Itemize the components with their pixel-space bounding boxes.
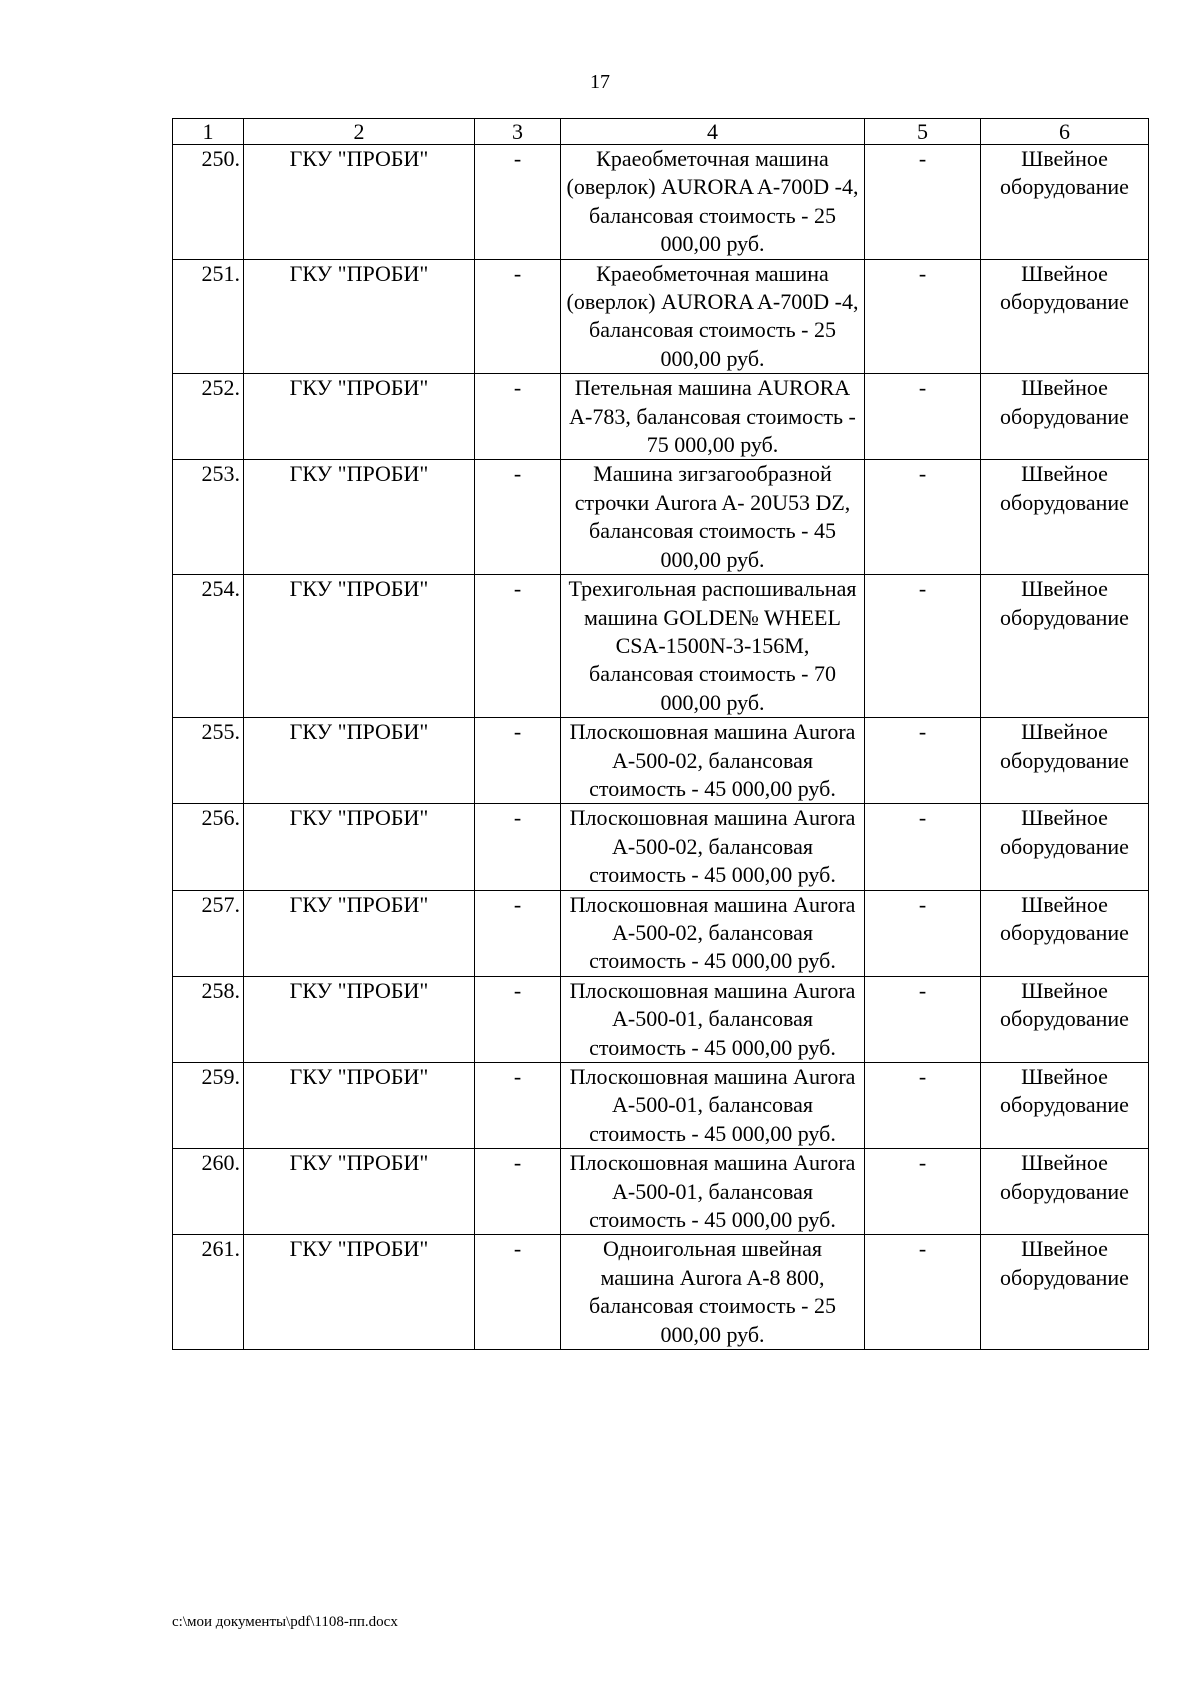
row-number: 250. xyxy=(173,145,244,260)
equipment-type-cell: Швейное оборудование xyxy=(981,259,1149,374)
row-number: 254. xyxy=(173,575,244,718)
table-row xyxy=(173,460,1149,575)
equipment-type-cell: Швейное оборудование xyxy=(981,890,1149,976)
table-row xyxy=(173,259,1149,374)
column-header: 2 xyxy=(244,119,475,145)
equipment-type-cell: Швейное оборудование xyxy=(981,976,1149,1062)
row-number: 253. xyxy=(173,460,244,575)
table-row xyxy=(173,1235,1149,1350)
organization-cell: ГКУ "ПРОБИ" xyxy=(244,890,475,976)
row-number: 259. xyxy=(173,1063,244,1149)
column-5-cell: - xyxy=(865,890,981,976)
table-row xyxy=(173,1149,1149,1235)
row-number: 251. xyxy=(173,259,244,374)
equipment-type-cell: Швейное оборудование xyxy=(981,718,1149,804)
row-number: 256. xyxy=(173,804,244,890)
row-number: 255. xyxy=(173,718,244,804)
column-3-cell: - xyxy=(475,374,561,460)
column-header: 4 xyxy=(561,119,865,145)
column-5-cell: - xyxy=(865,460,981,575)
description-cell: Краеобметочная машина (оверлок) AURORA A-700D -4, балансовая стоимость - 25 000,00 руб. xyxy=(561,145,865,260)
table-row xyxy=(173,804,1149,890)
equipment-type-cell: Швейное оборудование xyxy=(981,145,1149,260)
equipment-type-cell: Швейное оборудование xyxy=(981,1149,1149,1235)
description-cell: Одноигольная швейная машина Aurora A-8 800, балансовая стоимость - 25 000,00 руб. xyxy=(561,1235,865,1350)
organization-cell: ГКУ "ПРОБИ" xyxy=(244,804,475,890)
equipment-type-cell: Швейное оборудование xyxy=(981,374,1149,460)
table-row xyxy=(173,976,1149,1062)
column-5-cell: - xyxy=(865,1063,981,1149)
table-row xyxy=(173,145,1149,260)
row-number: 260. xyxy=(173,1149,244,1235)
table-row xyxy=(173,374,1149,460)
column-3-cell: - xyxy=(475,976,561,1062)
description-cell: Машина зигзагообразной строчки Aurora A- 20U53 DZ, балансовая стоимость - 45 000,00 руб. xyxy=(561,460,865,575)
column-5-cell: - xyxy=(865,145,981,260)
table-header-row xyxy=(173,119,1149,145)
column-5-cell: - xyxy=(865,804,981,890)
column-5-cell: - xyxy=(865,575,981,718)
column-3-cell: - xyxy=(475,1063,561,1149)
organization-cell: ГКУ "ПРОБИ" xyxy=(244,1063,475,1149)
column-header: 5 xyxy=(865,119,981,145)
column-3-cell: - xyxy=(475,718,561,804)
column-5-cell: - xyxy=(865,976,981,1062)
description-cell: Плоскошовная машина Aurora A-500-02, балансовая стоимость - 45 000,00 руб. xyxy=(561,804,865,890)
column-3-cell: - xyxy=(475,145,561,260)
row-number: 261. xyxy=(173,1235,244,1350)
table-row xyxy=(173,718,1149,804)
column-5-cell: - xyxy=(865,259,981,374)
equipment-type-cell: Швейное оборудование xyxy=(981,460,1149,575)
organization-cell: ГКУ "ПРОБИ" xyxy=(244,575,475,718)
description-cell: Плоскошовная машина Aurora A-500-01, балансовая стоимость - 45 000,00 руб. xyxy=(561,1063,865,1149)
organization-cell: ГКУ "ПРОБИ" xyxy=(244,718,475,804)
column-5-cell: - xyxy=(865,718,981,804)
row-number: 258. xyxy=(173,976,244,1062)
organization-cell: ГКУ "ПРОБИ" xyxy=(244,1149,475,1235)
organization-cell: ГКУ "ПРОБИ" xyxy=(244,374,475,460)
equipment-type-cell: Швейное оборудование xyxy=(981,1235,1149,1350)
property-table xyxy=(172,118,1149,1350)
column-3-cell: - xyxy=(475,804,561,890)
organization-cell: ГКУ "ПРОБИ" xyxy=(244,460,475,575)
organization-cell: ГКУ "ПРОБИ" xyxy=(244,976,475,1062)
column-5-cell: - xyxy=(865,1149,981,1235)
column-3-cell: - xyxy=(475,1149,561,1235)
column-3-cell: - xyxy=(475,259,561,374)
page-number: 17 xyxy=(590,71,610,93)
table-row xyxy=(173,1063,1149,1149)
description-cell: Трехигольная распошивальная машина GOLDE№ WHEEL CSA-1500N-3-156M, балансовая стоимость - 70 000,00 руб. xyxy=(561,575,865,718)
footer-file-path: c:\мои документы\pdf\1108-пп.docx xyxy=(172,1614,398,1630)
description-cell: Плоскошовная машина Aurora A-500-01, балансовая стоимость - 45 000,00 руб. xyxy=(561,976,865,1062)
column-3-cell: - xyxy=(475,460,561,575)
organization-cell: ГКУ "ПРОБИ" xyxy=(244,259,475,374)
column-5-cell: - xyxy=(865,374,981,460)
row-number: 252. xyxy=(173,374,244,460)
column-5-cell: - xyxy=(865,1235,981,1350)
table-row xyxy=(173,890,1149,976)
equipment-type-cell: Швейное оборудование xyxy=(981,575,1149,718)
column-header: 6 xyxy=(981,119,1149,145)
table-row xyxy=(173,575,1149,718)
column-3-cell: - xyxy=(475,1235,561,1350)
equipment-type-cell: Швейное оборудование xyxy=(981,1063,1149,1149)
description-cell: Плоскошовная машина Aurora A-500-01, балансовая стоимость - 45 000,00 руб. xyxy=(561,1149,865,1235)
column-3-cell: - xyxy=(475,575,561,718)
organization-cell: ГКУ "ПРОБИ" xyxy=(244,1235,475,1350)
description-cell: Петельная машина AURORA A-783, балансовая стоимость - 75 000,00 руб. xyxy=(561,374,865,460)
column-3-cell: - xyxy=(475,890,561,976)
description-cell: Плоскошовная машина Aurora A-500-02, балансовая стоимость - 45 000,00 руб. xyxy=(561,890,865,976)
description-cell: Плоскошовная машина Aurora A-500-02, балансовая стоимость - 45 000,00 руб. xyxy=(561,718,865,804)
description-cell: Краеобметочная машина (оверлок) AURORA A-700D -4, балансовая стоимость - 25 000,00 руб. xyxy=(561,259,865,374)
column-header: 3 xyxy=(475,119,561,145)
row-number: 257. xyxy=(173,890,244,976)
equipment-type-cell: Швейное оборудование xyxy=(981,804,1149,890)
organization-cell: ГКУ "ПРОБИ" xyxy=(244,145,475,260)
column-header: 1 xyxy=(173,119,244,145)
